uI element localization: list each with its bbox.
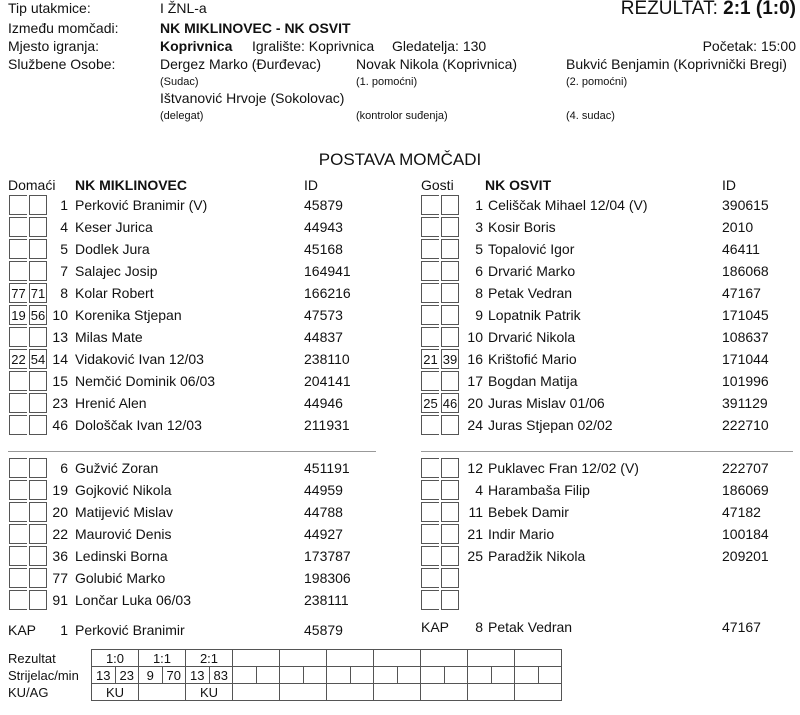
player-id: 204141 [304,373,351,389]
player-name: Lopatnik Patrik [488,307,581,323]
player-id: 46411 [722,241,760,257]
away-kap-num: 8 [475,619,483,635]
player-id: 44837 [304,329,343,345]
player-number: 4 [60,219,68,235]
sluzbene-label: Službene Osobe: [8,56,116,72]
home-side-label: Domaći [8,177,56,193]
mjesto-value: Koprivnica [160,38,233,54]
player-number: 91 [52,592,68,608]
card-box [9,261,27,281]
player-id: 44927 [304,526,343,542]
kuag-row [8,684,562,701]
player-id: 164941 [304,263,351,279]
scorer-cell: 83 [209,667,233,684]
scorer-cell [397,667,421,684]
player-name: Paradžik Nikola [488,548,586,564]
player-id: 209201 [722,548,769,564]
player-name: Indir Mario [488,526,555,542]
player-name: Bebek Damir [488,504,569,520]
player-id: 186069 [722,482,769,498]
tip-value: I ŽNL-a [160,0,207,16]
player-number: 19 [52,482,68,498]
player-name: Keser Jurica [75,219,153,235]
player-id: 451191 [304,460,350,476]
card-box [421,217,439,237]
card-box [9,458,27,478]
player-number: 12 [467,460,483,476]
away-kap-name: Petak Vedran [488,619,573,635]
player-number: 7 [60,263,68,279]
card-box [421,546,439,566]
kuag-cell [374,684,421,701]
tip-label: Tip utakmice: [8,0,91,16]
away-kap-label: KAP [421,619,450,635]
player-id: 108637 [722,329,769,345]
card-box: 56 [29,305,47,325]
card-box [9,502,27,522]
player-number: 23 [52,395,68,411]
card-box [9,590,27,610]
player-id: 391129 [722,395,768,411]
card-box [9,568,27,588]
player-name: Korenika Stjepan [75,307,182,323]
result-cell [468,650,515,667]
player-name: Celiščak Mihael 12/04 (V) [488,197,648,213]
card-box [421,261,439,281]
player-name: Lončar Luka 06/03 [75,592,191,608]
result-cell: 1:1 [139,650,186,667]
izmedu-label: Između momčadi: [8,20,119,36]
official-role: (Sudac) [160,76,199,88]
player-number: 13 [52,329,68,345]
rezultat-header [621,0,796,20]
rezultat-label: REZULTAT: [620,0,718,19]
player-id: 198306 [304,570,351,586]
player-id: 173787 [304,548,351,564]
player-id: 211931 [304,417,350,433]
player-name: Golubić Marko [75,570,166,586]
kuag-cell [139,684,186,701]
player-number: 9 [475,307,483,323]
kuag-cell: KU [186,684,233,701]
player-number: 14 [52,351,68,367]
kuag-cell [515,684,562,701]
player-number: 15 [52,373,68,389]
card-box [441,590,459,610]
player-id: 222707 [722,460,769,476]
card-box [9,546,27,566]
home-kap-label: KAP [8,622,37,638]
player-id: 45168 [304,241,343,257]
player-id: 238111 [304,592,349,608]
kuag-cell: KU [92,684,139,701]
scorer-cell: 9 [139,667,163,684]
player-number: 22 [52,526,68,542]
player-number: 11 [468,504,483,520]
card-box [421,371,439,391]
player-number: 10 [467,329,483,345]
card-box [421,458,439,478]
divider [421,451,793,452]
player-id: 45879 [304,197,343,213]
player-number: 77 [52,570,68,586]
kuag-cell [280,684,327,701]
result-cell [374,650,421,667]
player-number: 10 [52,307,68,323]
player-id: 390615 [722,197,769,213]
card-box [9,415,27,435]
card-box: 19 [9,305,27,325]
player-number: 4 [475,482,483,498]
postava-title: POSTAVA MOMČADI [318,150,482,169]
player-number: 16 [467,351,483,367]
player-number: 46 [52,417,68,433]
player-name: Salajec Josip [75,263,158,279]
scorer-cell [491,667,515,684]
player-name: Drvarić Nikola [488,329,576,345]
away-team: NK OSVIT [485,177,552,193]
card-box [9,327,27,347]
scorer-cell: 70 [162,667,186,684]
player-id: 44946 [304,395,343,411]
player-id: 44959 [304,482,343,498]
scorer-cell: 23 [115,667,139,684]
rezultat-value: 2:1 (1:0) [723,0,796,19]
home-kap-name: Perković Branimir [75,622,185,638]
results-row [8,650,562,667]
player-id: 238110 [304,351,350,367]
player-name: Perković Branimir (V) [75,197,208,213]
player-id: 166216 [304,285,351,301]
card-box [421,239,439,259]
result-cell [280,650,327,667]
scorer-cell [515,667,539,684]
card-box: 22 [9,349,27,369]
player-id: 222710 [722,417,769,433]
away-id-label: ID [722,177,736,193]
official-name: Bukvić Benjamin (Koprivnički Bregi) [566,56,787,72]
result-cell [421,650,468,667]
card-box: 25 [421,393,439,413]
player-name: Gužvić Zoran [75,460,159,476]
scorer-cell: 13 [92,667,116,684]
scorer-cell [468,667,492,684]
player-name: Dološčak Ivan 12/03 [75,417,202,433]
player-id: 171044 [722,351,769,367]
player-number: 20 [52,504,68,520]
score-table [8,649,562,701]
card-box [9,239,27,259]
result-cell [327,650,374,667]
official-role: (1. pomoćni) [356,76,418,88]
kuag-cell [233,684,280,701]
player-name: Milas Mate [75,329,143,345]
player-number: 25 [467,548,483,564]
card-box [421,568,439,588]
home-kap-id: 45879 [304,622,343,638]
match-title: NK MIKLINOVEC - NK OSVIT [160,20,351,36]
player-name: Topalović Igor [488,241,575,257]
rezultat-row-label: Rezultat [8,650,56,666]
home-team: NK MIKLINOVEC [75,177,187,193]
player-name: Nemčić Dominik 06/03 [75,373,216,389]
official-role: (4. sudac) [566,110,615,122]
player-name: Matijević Mislav [75,504,174,520]
pocetak: Početak: 15:00 [702,38,796,54]
player-name: Maurović Denis [75,526,172,542]
player-number: 20 [467,395,483,411]
card-box [421,502,439,522]
player-name: Vidaković Ivan 12/03 [75,351,204,367]
player-name: Bogdan Matija [488,373,578,389]
card-box [9,524,27,544]
player-number: 1 [60,197,68,213]
scorer-cell [421,667,445,684]
result-cell [233,650,280,667]
player-id: 171045 [722,307,769,323]
player-name: Drvarić Marko [488,263,576,279]
kuag-cell [421,684,468,701]
home-kap-num: 1 [60,622,68,638]
card-box [9,393,27,413]
away-kap-id: 47167 [722,619,761,635]
scorer-cell [280,667,304,684]
player-number: 21 [467,526,483,542]
result-cell: 2:1 [186,650,233,667]
player-id: 47573 [304,307,343,323]
card-box [421,524,439,544]
scorer-cell [256,667,280,684]
player-name: Dodlek Jura [75,241,150,257]
player-id: 100184 [722,526,769,542]
card-box [421,590,439,610]
card-box: 54 [29,349,47,369]
player-name: Ledinski Borna [75,548,168,564]
card-box [421,480,439,500]
player-number: 17 [467,373,483,389]
kuag-cell [327,684,374,701]
mjesto-label: Mjesto igranja: [8,38,100,54]
card-box [9,195,27,215]
player-name: Kosir Boris [488,219,556,235]
scorer-cell [350,667,374,684]
card-box [421,327,439,347]
scorer-cell [303,667,327,684]
player-number: 5 [60,241,68,257]
card-box [421,415,439,435]
player-number: 5 [475,241,483,257]
card-box [421,305,439,325]
scorer-cell [538,667,562,684]
player-name: Krištofić Mario [488,351,577,367]
player-name: Hrenić Alen [75,395,147,411]
player-number: 6 [60,460,68,476]
player-id: 101996 [722,373,769,389]
player-number: 8 [60,285,68,301]
card-box [9,371,27,391]
card-box: 21 [421,349,439,369]
card-box [9,480,27,500]
official-name: Dergez Marko (Đurđevac) [160,56,322,72]
player-name: Petak Vedran [488,285,573,301]
result-cell: 1:0 [92,650,139,667]
scorer-cell [327,667,351,684]
player-id: 47167 [722,285,761,301]
scorer-cell [374,667,398,684]
player-id: 44788 [304,504,343,520]
gledatelja: Gledatelja: 130 [392,38,487,54]
official-role: (kontrolor suđenja) [356,110,448,122]
strijelac-row-label: Strijelac/min [8,667,79,683]
away-side-label: Gosti [421,177,454,193]
player-number: 24 [467,417,483,433]
player-number: 3 [475,219,483,235]
player-name: Gojković Nikola [75,482,172,498]
kuag-row-label: KU/AG [8,684,49,700]
divider [8,451,376,452]
player-name: Kolar Robert [75,285,154,301]
card-box: 46 [441,393,459,413]
card-box [421,195,439,215]
official-role: (delegat) [160,110,204,122]
card-box [421,283,439,303]
home-id-label: ID [304,177,318,193]
card-box: 77 [9,283,27,303]
player-name: Puklavec Fran 12/02 (V) [488,460,639,476]
result-cell [515,650,562,667]
scorer-cell [233,667,257,684]
player-number: 6 [475,263,483,279]
player-id: 44943 [304,219,343,235]
official-name: Ištvanović Hrvoje (Sokolovac) [160,90,345,106]
official-name: Novak Nikola (Koprivnica) [356,56,518,72]
player-number: 8 [475,285,483,301]
card-box: 71 [29,283,47,303]
card-box [441,568,459,588]
player-id: 2010 [722,219,754,235]
player-number: 1 [475,197,483,213]
player-name: Harambaša Filip [488,482,590,498]
igraliste: Igralište: Koprivnica [252,38,375,54]
scorer-cell [444,667,468,684]
official-role: (2. pomoćni) [566,76,628,88]
player-name: Juras Stjepan 02/02 [488,417,613,433]
player-name: Juras Mislav 01/06 [488,395,605,411]
scorers-row [8,667,562,684]
player-number: 36 [52,548,68,564]
card-box: 39 [441,349,459,369]
scorer-cell: 13 [186,667,210,684]
kuag-cell [468,684,515,701]
card-box [9,217,27,237]
player-id: 47182 [722,504,761,520]
player-id: 186068 [722,263,769,279]
